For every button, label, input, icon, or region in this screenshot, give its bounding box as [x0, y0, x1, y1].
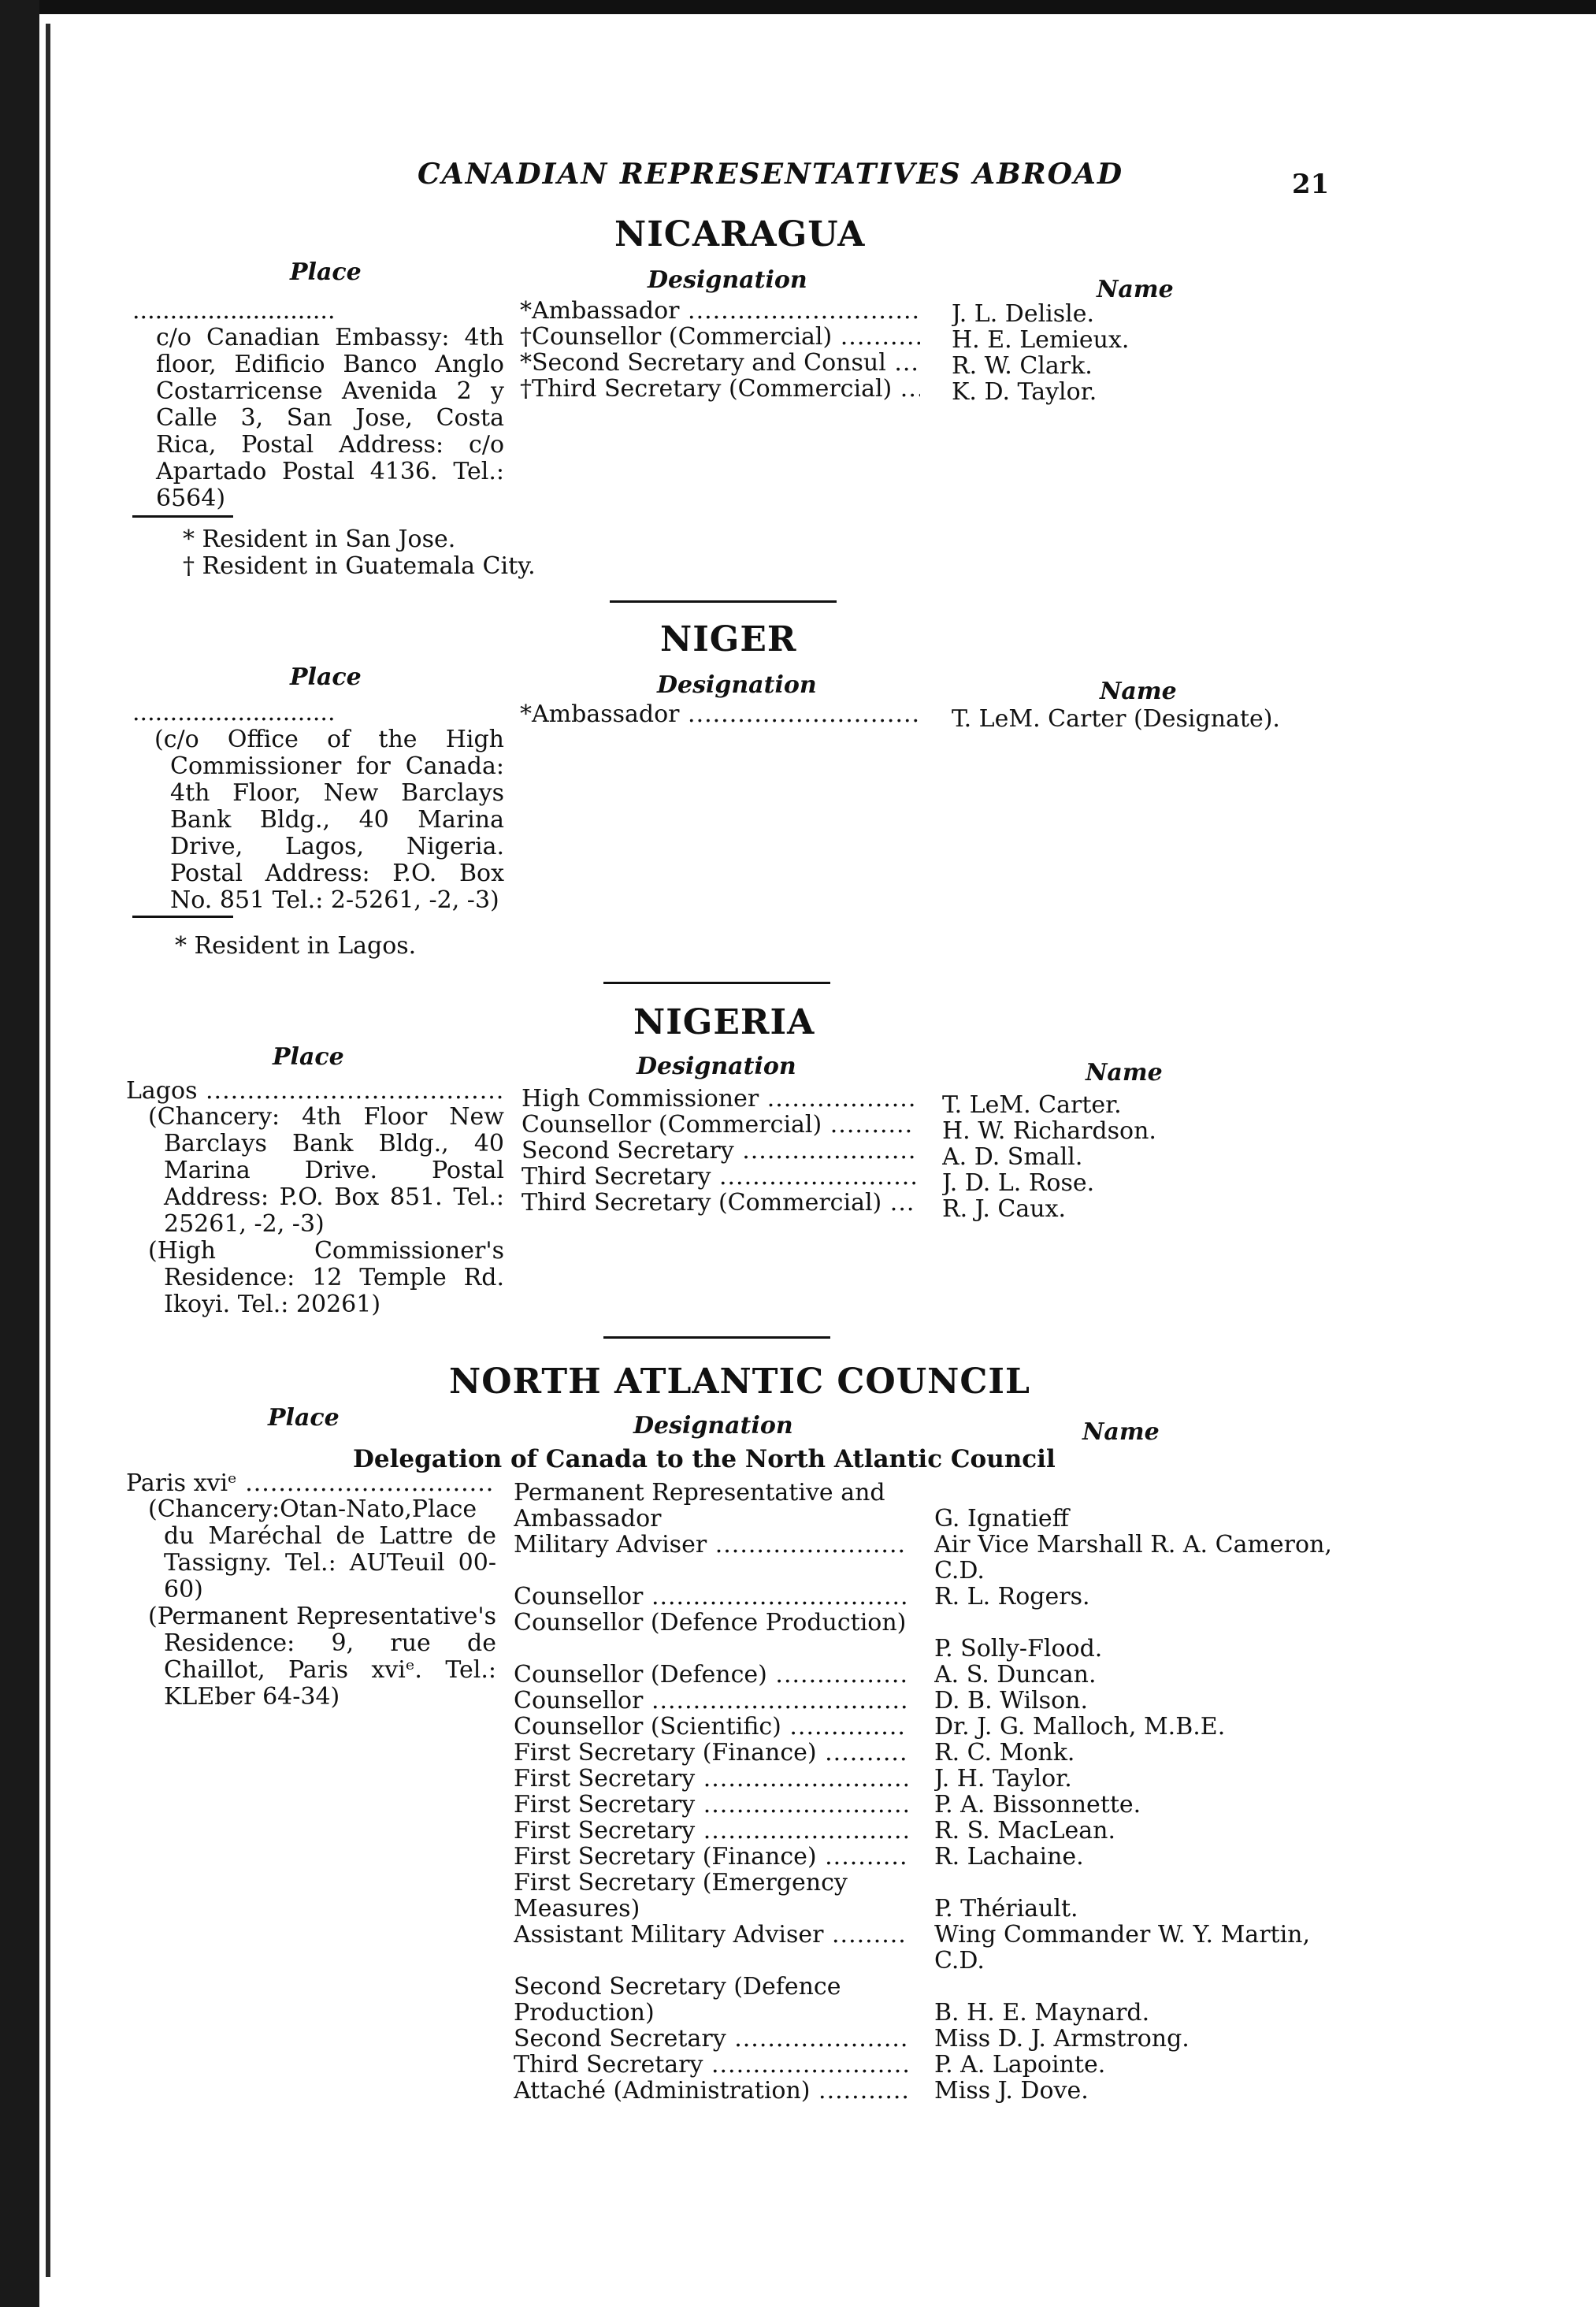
designation-item: First Secretary (Finance) .....: [514, 1740, 907, 1766]
name-item: D. B. Wilson.: [934, 1688, 1088, 1714]
designation-item: First Secretary .....: [514, 1766, 907, 1792]
name-item: Dr. J. G. Malloch, M.B.E.: [934, 1714, 1226, 1740]
nato-place: [126, 1470, 496, 1711]
spacer: [934, 1974, 1344, 2000]
designation-item: Second Secretary .....: [514, 2026, 907, 2052]
name-item: K. D. Taylor.: [952, 379, 1097, 405]
leader-dots: ...........................: [132, 699, 336, 726]
place-text: (Chancery:Otan-Nato,Place du Maréchal de Lattre de Tassigny. Tel.: AUTeuil 00-60): [148, 1495, 496, 1603]
section-title-nigeria: NIGERIA: [633, 1002, 815, 1042]
designation-item: *Second Secretary and Consul .....: [520, 350, 920, 376]
spacer: [934, 1610, 1344, 1636]
book-spine-line: [46, 24, 50, 2277]
footnote: * Resident in Lagos.: [175, 932, 417, 960]
name-item: P. Solly-Flood.: [934, 1636, 1103, 1662]
name-item: J. D. L. Rose.: [942, 1170, 1095, 1196]
book-spine-shadow: [0, 0, 39, 2307]
niger-footnotes: [175, 933, 416, 960]
name-item: R. S. MacLean.: [934, 1818, 1116, 1844]
designation-item: †Third Secretary (Commercial) .....: [520, 376, 920, 402]
col-head-designation: Designation: [637, 1053, 796, 1080]
designation-item: Third Secretary .....: [514, 2052, 907, 2078]
designation-item: Permanent Representative and Ambassador: [514, 1480, 885, 1532]
nicaragua-designations: [520, 298, 920, 402]
name-item: R. Lachaine.: [934, 1844, 1084, 1870]
place-text: (c/o Office of the High Commissioner for Canada: 4th Floor, New Barclays Bank Bldg., 40 Marina Drive, Lagos, Nigeria. Postal Address: P.O. Box No. 851 Tel.: 2-5261, -2, -3): [154, 726, 504, 914]
name-item: P. A. Lapointe.: [934, 2052, 1106, 2078]
designation-item: Counsellor .....: [514, 1584, 907, 1610]
section-title-north-atlantic-council: NORTH ATLANTIC COUNCIL: [449, 1362, 1030, 1402]
nigeria-place: [126, 1078, 504, 1318]
nato-names: [934, 1506, 1344, 2104]
designation-item: Counsellor (Commercial) .....: [521, 1112, 915, 1138]
col-head-name: Name: [1097, 276, 1174, 303]
place-text: (High Commissioner's Residence: 12 Temple Rd. Ikoyi. Tel.: 20261): [148, 1237, 504, 1318]
col-head-designation: Designation: [633, 1412, 793, 1440]
running-head: CANADIAN REPRESENTATIVES ABROAD: [418, 158, 1124, 191]
designation-item: Counsellor .....: [514, 1688, 907, 1714]
footnote: † Resident in Guatemala City.: [183, 552, 536, 580]
name-item: A. D. Small.: [942, 1144, 1083, 1170]
name-item: R. W. Clark.: [952, 353, 1093, 379]
section-divider: [603, 982, 830, 984]
place-city: Paris xviᵉ .....: [126, 1470, 496, 1496]
col-head-place: Place: [268, 1404, 340, 1432]
designation-item: †Counsellor (Commercial) .....: [520, 324, 920, 350]
footnote-rule: [132, 515, 233, 518]
name-item: A. S. Duncan.: [934, 1662, 1097, 1688]
nato-designations: [514, 1480, 907, 2104]
spacer: [514, 1558, 907, 1584]
footnote-rule: [132, 916, 233, 918]
designation-item: Third Secretary (Commercial) .....: [521, 1190, 915, 1216]
designation-item: Attaché (Administration) .....: [514, 2078, 907, 2104]
page-number: 21: [1292, 169, 1330, 200]
designation-item: Second Secretary .....: [521, 1138, 915, 1164]
name-item: Wing Commander W. Y. Martin, C.D.: [934, 1922, 1311, 1974]
designation-item: High Commissioner .....: [521, 1086, 915, 1112]
nicaragua-footnotes: [183, 526, 536, 580]
place-text: (Permanent Representative's Residence: 9, rue de Chaillot, Paris xviᵉ. Tel.: KLEber 64-34): [148, 1603, 496, 1711]
nato-subheading: Delegation of Canada to the North Atlantic Council: [353, 1445, 1056, 1473]
spacer: [934, 1870, 1344, 1896]
designation-item: Assistant Military Adviser .....: [514, 1922, 907, 1948]
designation-item: Counsellor (Defence) .....: [514, 1662, 907, 1688]
nigeria-designations: [521, 1086, 915, 1216]
designation-item: Military Adviser .....: [514, 1532, 907, 1558]
name-item: B. H. E. Maynard.: [934, 2000, 1150, 2026]
name-item: T. LeM. Carter (Designate).: [952, 706, 1280, 732]
section-title-nicaragua: NICARAGUA: [614, 214, 866, 254]
name-item: G. Ignatieff: [934, 1506, 1069, 1532]
section-title-niger: NIGER: [660, 619, 797, 659]
designation-item: First Secretary .....: [514, 1818, 907, 1844]
col-head-name: Name: [1082, 1418, 1160, 1446]
name-item: H. W. Richardson.: [942, 1118, 1156, 1144]
nicaragua-place: [132, 298, 504, 512]
name-item: P. Thériault.: [934, 1896, 1078, 1922]
name-item: R. J. Caux.: [942, 1196, 1067, 1222]
designation-item: Third Secretary .....: [521, 1164, 915, 1190]
nigeria-names: [942, 1092, 1352, 1222]
name-item: R. C. Monk.: [934, 1740, 1075, 1766]
scan-top-edge: [0, 0, 1596, 14]
col-head-designation: Designation: [648, 266, 807, 294]
name-item: Miss J. Dove.: [934, 2078, 1089, 2104]
designation-item: Second Secretary (Defence Production): [514, 1974, 841, 2026]
col-head-place: Place: [290, 663, 362, 691]
place-city: Lagos .....: [126, 1078, 504, 1104]
niger-place: [132, 700, 504, 914]
niger-names: [952, 706, 1345, 732]
col-head-name: Name: [1086, 1059, 1163, 1087]
leader-dots: ...........................: [132, 297, 336, 325]
designation-item: First Secretary (Finance) .....: [514, 1844, 907, 1870]
name-item: H. E. Lemieux.: [952, 327, 1130, 353]
col-head-place: Place: [290, 258, 362, 286]
place-text: c/o Canadian Embassy: 4th floor, Edificio Banco Anglo Costarricense Avenida 2 y Calle 3, San Jose, Costa Rica, Postal Address: c/o Apartado Postal 4136. Tel.: 6564): [156, 324, 504, 512]
col-head-designation: Designation: [657, 671, 817, 699]
designation-item: *Ambassador .....: [520, 701, 920, 727]
place-text: (Chancery: 4th Floor New Barclays Bank Bldg., 40 Marina Drive. Postal Address: P.O. Box 851. Tel.: 25261, -2, -3): [148, 1103, 504, 1238]
designation-item: *Ambassador .....: [520, 298, 920, 324]
designation-item: First Secretary (Emergency Measures): [514, 1870, 848, 1922]
name-item: R. L. Rogers.: [934, 1584, 1090, 1610]
name-item: J. L. Delisle.: [952, 301, 1095, 327]
section-divider: [603, 1336, 830, 1339]
col-head-place: Place: [273, 1043, 344, 1071]
section-divider: [610, 600, 837, 603]
name-item: Air Vice Marshall R. A. Cameron, C.D.: [934, 1532, 1332, 1584]
designation-item: Counsellor (Defence Production): [514, 1610, 907, 1636]
name-item: T. LeM. Carter.: [942, 1092, 1122, 1118]
col-head-name: Name: [1100, 678, 1177, 705]
niger-designations: [520, 701, 920, 727]
name-item: P. A. Bissonnette.: [934, 1792, 1141, 1818]
footnote: * Resident in San Jose.: [183, 526, 456, 553]
name-item: J. H. Taylor.: [934, 1766, 1072, 1792]
designation-item: First Secretary .....: [514, 1792, 907, 1818]
spacer: [514, 1948, 907, 1974]
name-item: Miss D. J. Armstrong.: [934, 2026, 1190, 2052]
designation-item: Counsellor (Scientific) .....: [514, 1714, 907, 1740]
nicaragua-names: [952, 301, 1345, 405]
